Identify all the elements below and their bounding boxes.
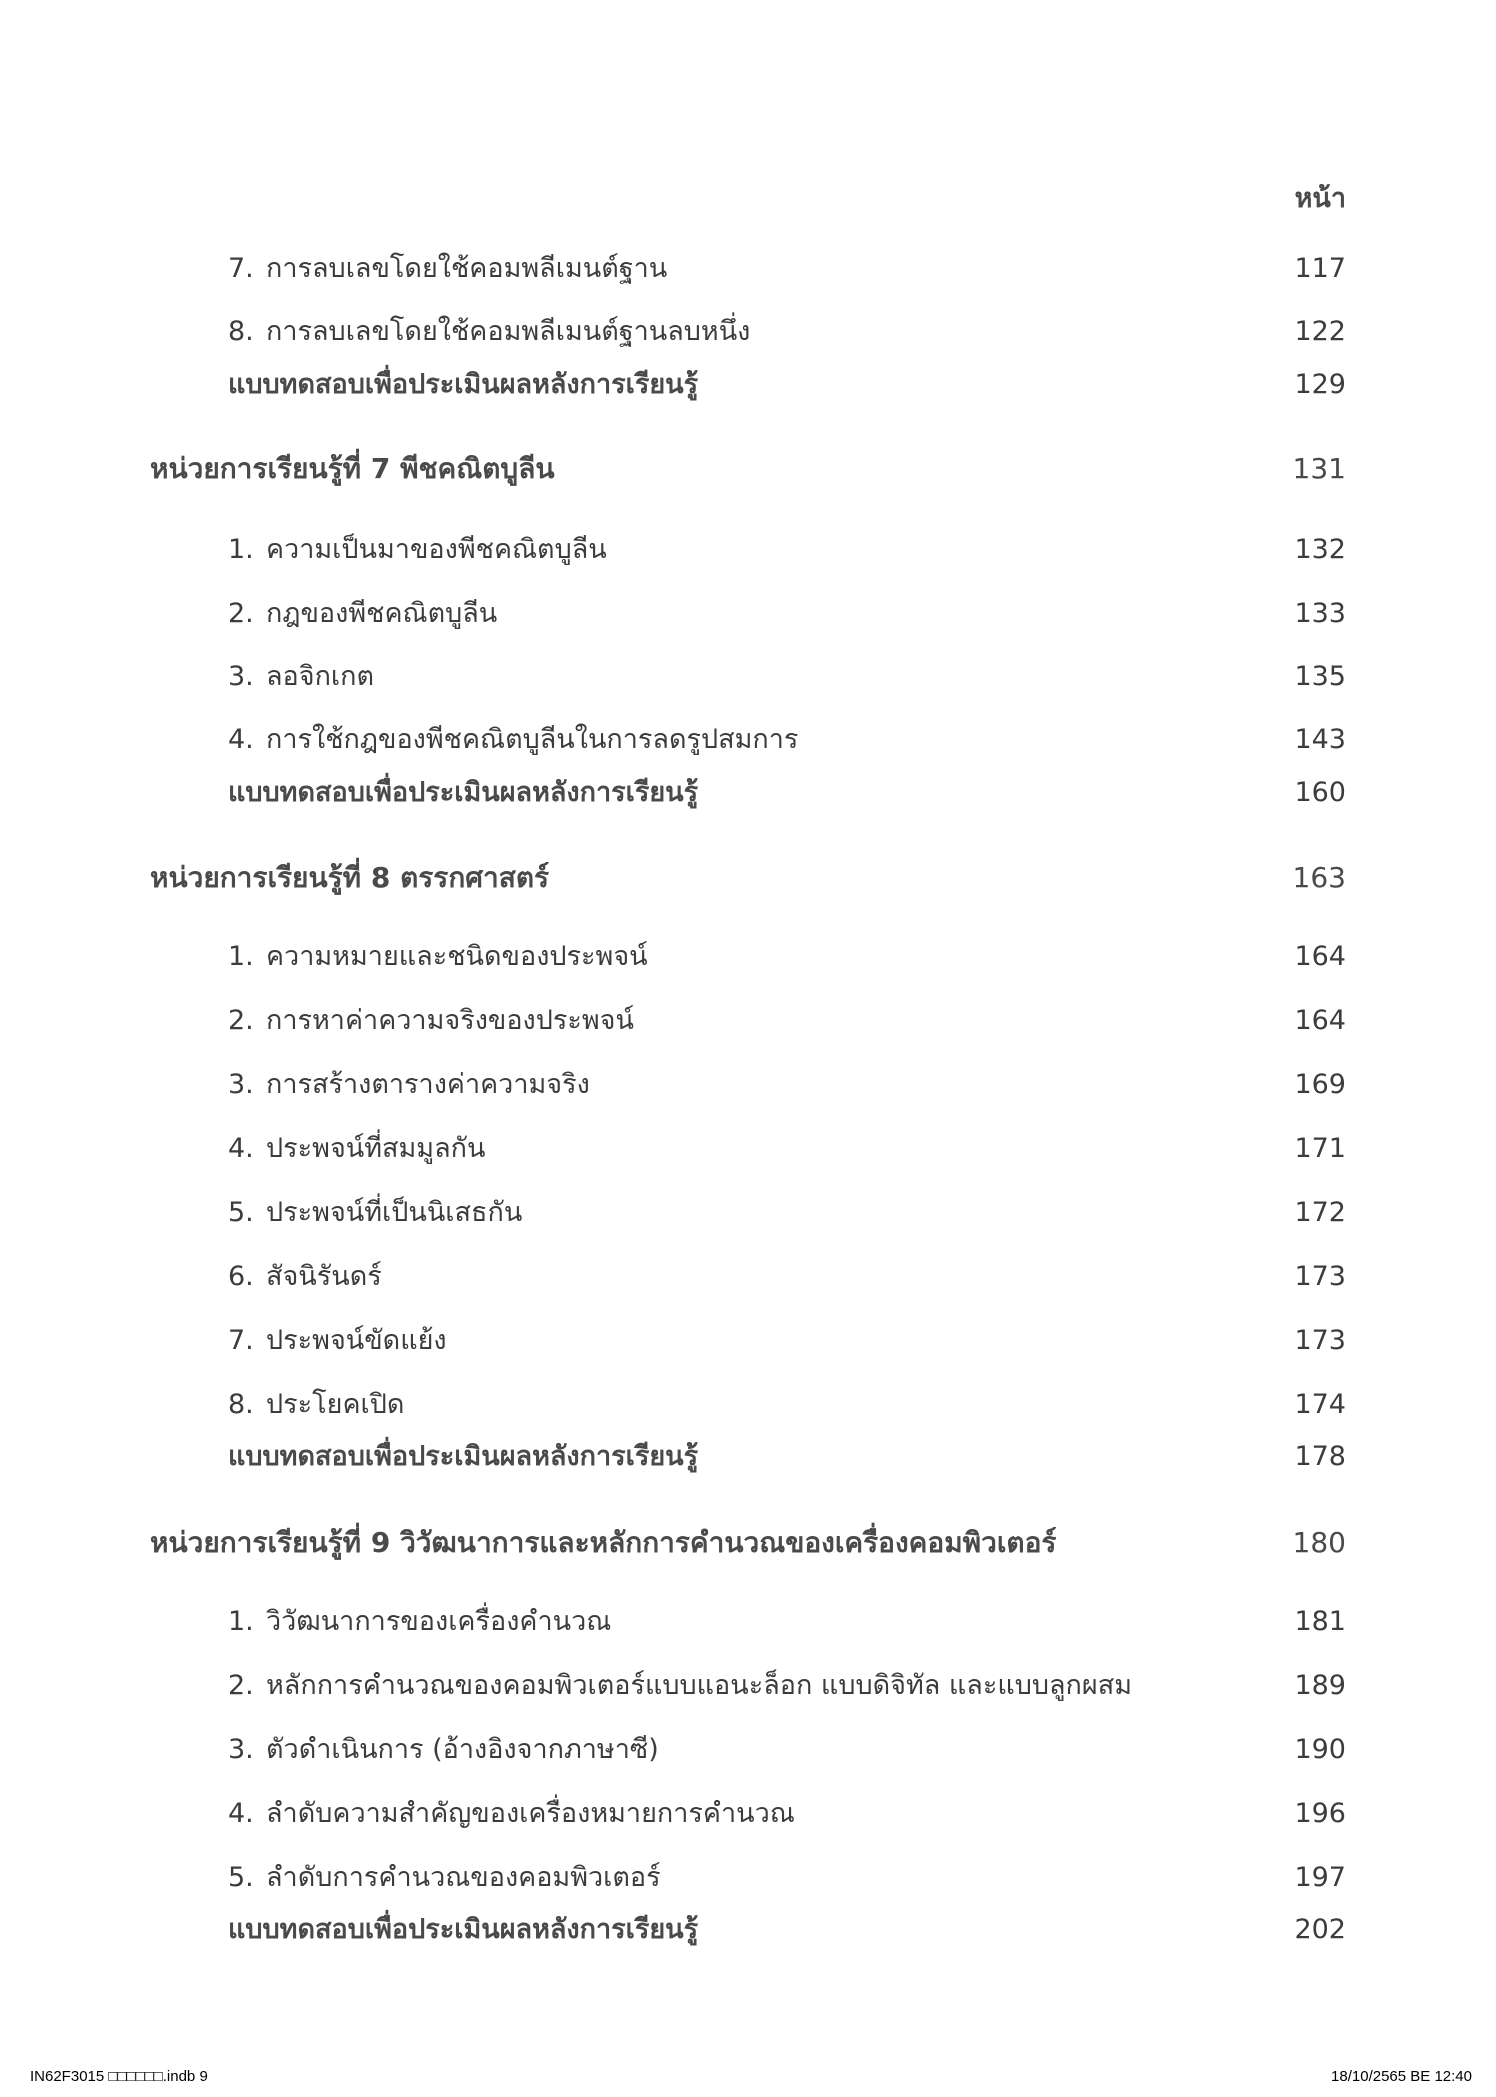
toc-entry-number: 1. [228, 534, 254, 565]
toc-entry-title: สัจนิรันดร์ [266, 1261, 382, 1292]
print-slug-right: 18/10/2565 BE 12:40 [1331, 2068, 1472, 2085]
toc-entry-number: 4. [228, 1798, 254, 1829]
toc-entry [0, 657, 1496, 697]
toc-entry [0, 530, 1496, 570]
toc-test-entry [0, 1437, 1496, 1477]
toc-entry [0, 1385, 1496, 1425]
toc-entry-number: 7. [228, 1325, 254, 1356]
toc-entry [0, 1321, 1496, 1361]
toc-entry [0, 594, 1496, 634]
toc-page-number: 164 [1294, 941, 1346, 972]
toc-entry [0, 937, 1496, 977]
toc-page-number: 196 [1294, 1798, 1346, 1829]
toc-test-title: แบบทดสอบเพื่อประเมินผลหลังการเรียนรู้ [228, 1914, 699, 1945]
toc-page-number: 180 [1292, 1526, 1346, 1559]
toc-entry-number: 2. [228, 598, 254, 629]
toc-entry [0, 312, 1496, 352]
page-column-header: หน้า [1294, 183, 1346, 214]
toc-page-number: 163 [1292, 861, 1346, 894]
toc-unit-title: หน่วยการเรียนรู้ที่ 7 พีชคณิตบูลีน [150, 452, 555, 485]
toc-entry-number: 6. [228, 1261, 254, 1292]
toc-page-number: 133 [1294, 598, 1346, 629]
toc-test-entry [0, 365, 1496, 405]
toc-page-number: 174 [1294, 1389, 1346, 1420]
toc-entry [0, 1193, 1496, 1233]
toc-page-number: 172 [1294, 1197, 1346, 1228]
toc-test-title: แบบทดสอบเพื่อประเมินผลหลังการเรียนรู้ [228, 1441, 699, 1472]
toc-entry [0, 1602, 1496, 1642]
toc-entry-title: ลอจิกเกต [266, 661, 375, 692]
toc-entry-number: 8. [228, 316, 254, 347]
toc-entry-number: 1. [228, 1606, 254, 1637]
toc-entry-title: กฎของพีชคณิตบูลีน [266, 598, 498, 629]
toc-page-number: 169 [1294, 1069, 1346, 1100]
toc-entry-title: การใช้กฎของพีชคณิตบูลีนในการลดรูปสมการ [266, 724, 799, 755]
toc-entry-title: การลบเลขโดยใช้คอมพลีเมนต์ฐาน [266, 253, 668, 284]
toc-entry-number: 4. [228, 1133, 254, 1164]
toc-test-title: แบบทดสอบเพื่อประเมินผลหลังการเรียนรู้ [228, 369, 699, 400]
toc-unit-title: หน่วยการเรียนรู้ที่ 9 วิวัฒนาการและหลักการคำนวณของเครื่องคอมพิวเตอร์ [150, 1526, 1057, 1559]
toc-entry-title: วิวัฒนาการของเครื่องคำนวณ [266, 1606, 612, 1637]
toc-entry-title: ประพจน์ที่เป็นนิเสธกัน [266, 1197, 523, 1228]
toc-entry [0, 1129, 1496, 1169]
toc-entry-title: ความหมายและชนิดของประพจน์ [266, 941, 648, 972]
toc-page-number: 164 [1294, 1005, 1346, 1036]
toc-page-number: 117 [1294, 253, 1346, 284]
toc-entry-number: 8. [228, 1389, 254, 1420]
toc-unit-heading [0, 1523, 1496, 1563]
toc-unit-title: หน่วยการเรียนรู้ที่ 8 ตรรกศาสตร์ [150, 861, 550, 894]
toc-unit-heading [0, 449, 1496, 489]
toc-entry-title: ประโยคเปิด [266, 1389, 405, 1420]
toc-entry-number: 1. [228, 941, 254, 972]
toc-entry [0, 1730, 1496, 1770]
toc-entry-number: 3. [228, 1734, 254, 1765]
toc-page-number: 131 [1292, 452, 1346, 485]
toc-entry-number: 5. [228, 1862, 254, 1893]
toc-unit-heading [0, 858, 1496, 898]
toc-page-number: 202 [1294, 1914, 1346, 1945]
toc-entry [0, 720, 1496, 760]
toc-entry-number: 5. [228, 1197, 254, 1228]
toc-page-number: 197 [1294, 1862, 1346, 1893]
toc-entry-number: 2. [228, 1005, 254, 1036]
toc-page-number: 129 [1294, 369, 1346, 400]
toc-entry [0, 1257, 1496, 1297]
toc-entry-title: ลำดับการคำนวณของคอมพิวเตอร์ [266, 1862, 661, 1893]
toc-entry-number: 3. [228, 661, 254, 692]
toc-page-number: 143 [1294, 724, 1346, 755]
toc-page-number: 160 [1294, 777, 1346, 808]
toc-entry-title: ตัวดำเนินการ (อ้างอิงจากภาษาซี) [266, 1734, 659, 1765]
toc-entry-number: 3. [228, 1069, 254, 1100]
toc-entry-title: การลบเลขโดยใช้คอมพลีเมนต์ฐานลบหนึ่ง [266, 316, 751, 347]
toc-page-number: 173 [1294, 1325, 1346, 1356]
toc-page-number: 190 [1294, 1734, 1346, 1765]
print-slug-left: IN62F3015 □□□□□□.indb 9 [30, 2068, 208, 2085]
toc-entry-title: ประพจน์ที่สมมูลกัน [266, 1133, 486, 1164]
toc-test-title: แบบทดสอบเพื่อประเมินผลหลังการเรียนรู้ [228, 777, 699, 808]
toc-page-number: 171 [1294, 1133, 1346, 1164]
toc-test-entry [0, 1910, 1496, 1950]
toc-page-number: 173 [1294, 1261, 1346, 1292]
toc-entry [0, 1858, 1496, 1898]
toc-entry-title: ประพจน์ขัดแย้ง [266, 1325, 447, 1356]
toc-entry [0, 1001, 1496, 1041]
toc-entry-title: การหาค่าความจริงของประพจน์ [266, 1005, 634, 1036]
toc-entry [0, 1666, 1496, 1706]
toc-page-number: 178 [1294, 1441, 1346, 1472]
toc-page-number: 135 [1294, 661, 1346, 692]
toc-page-number: 189 [1294, 1670, 1346, 1701]
toc-page-number: 181 [1294, 1606, 1346, 1637]
toc-entry-title: การสร้างตารางค่าความจริง [266, 1069, 590, 1100]
toc-page-number: 122 [1294, 316, 1346, 347]
toc-entry [0, 1065, 1496, 1105]
toc-entry [0, 249, 1496, 289]
toc-page-number: 132 [1294, 534, 1346, 565]
toc-test-entry [0, 773, 1496, 813]
toc-entry-number: 2. [228, 1670, 254, 1701]
toc-entry-title: หลักการคำนวณของคอมพิวเตอร์แบบแอนะล็อก แบบดิจิทัล และแบบลูกผสม [266, 1670, 1132, 1701]
toc-entry-number: 7. [228, 253, 254, 284]
toc-entry [0, 1794, 1496, 1834]
toc-entry-title: ลำดับความสำคัญของเครื่องหมายการคำนวณ [266, 1798, 795, 1829]
toc-entry-number: 4. [228, 724, 254, 755]
toc-entry-title: ความเป็นมาของพีชคณิตบูลีน [266, 534, 607, 565]
